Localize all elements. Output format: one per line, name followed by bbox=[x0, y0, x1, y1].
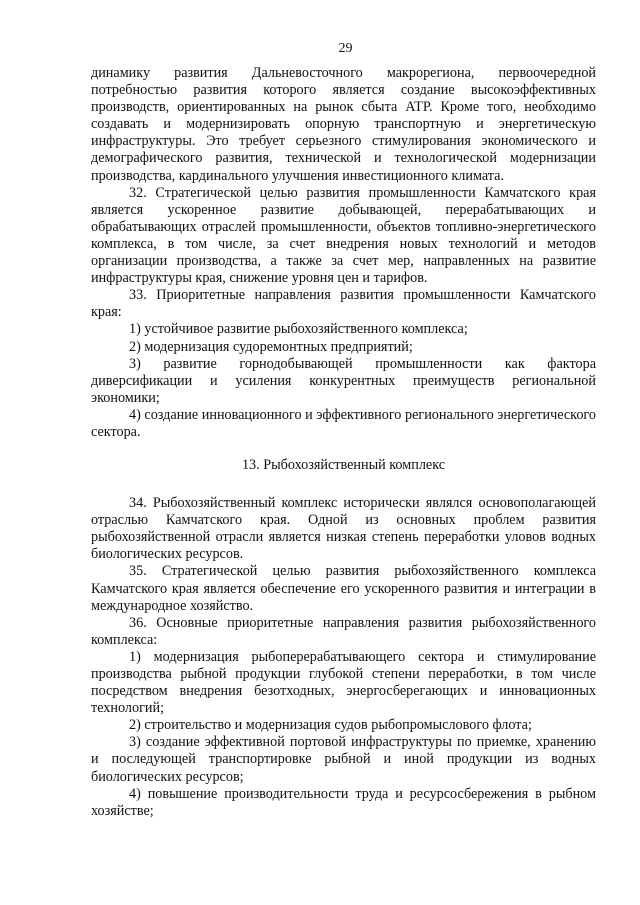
paragraph: 36. Основные приоритетные направления развития рыбохозяйственного комплекса: bbox=[91, 614, 596, 648]
list-item: 1) устойчивое развитие рыбохозяйственного комплекса; bbox=[129, 321, 468, 338]
list-item: 2) модернизация судоремонтных предприятий; bbox=[129, 338, 413, 355]
paragraph: 32. Стратегической целью развития промышленности Камчатского края является ускоренное развитие добывающей, перерабатывающих и обрабатывающих отраслей промышленности, объектов топливно-энергетического комплекса, в том числе, за счет внедрения новых технологий и методов организации производства, а также за счет мер, направленных на развитие инфраструктуры края, снижение уровня цен и тарифов. bbox=[91, 184, 596, 287]
list-item: 3) развитие горнодобывающей промышленности как фактора диверсификации и усиления конкурентных преимуществ региональной экономики; bbox=[91, 355, 596, 406]
list-item: 1) модернизация рыбоперерабатывающего сектора и стимулирование производства рыбной продукции глубокой степени переработки, в том числе посредством внедрения безотходных, энергосберегающих и инновационных технологий; bbox=[91, 648, 596, 717]
paragraph: 33. Приоритетные направления развития промышленности Камчатского края: bbox=[91, 287, 596, 321]
list-item: 4) повышение производительности труда и ресурсосбережения в рыбном хозяйстве; bbox=[91, 785, 596, 819]
section-heading: 13. Рыбохозяйственный комплекс bbox=[241, 457, 446, 474]
paragraph: 35. Стратегической целью развития рыбохозяйственного комплекса Камчатского края является обеспечение его ускоренного развития и интеграции в международное хозяйство. bbox=[91, 563, 596, 614]
paragraph: динамику развития Дальневосточного макрорегиона, первоочередной потребностью развития которого является создание высокоэффективных производств, ориентированных на рынок сбыта АТР. Кроме того, необходимо создавать и модернизировать опорную транспортную и энергетическую инфраструктуры. Это требует серьезного стимулирования экономического и демографического развития, технической и технологической модернизации производства, кардинального улучшения инвестиционного климата. bbox=[91, 65, 596, 184]
paragraph: 34. Рыбохозяйственный комплекс исторически являлся основополагающей отраслью Камчатского края. Одной из основных проблем развития рыбохозяйственной отрасли является низкая степень переработки уловов водных биологических ресурсов. bbox=[91, 495, 596, 563]
list-item: 2) строительство и модернизация судов рыбопромыслового флота; bbox=[129, 717, 532, 734]
list-item: 4) создание инновационного и эффективного регионального энергетического сектора. bbox=[91, 406, 596, 440]
page-number: 29 bbox=[338, 41, 353, 56]
list-item: 3) создание эффективной портовой инфраструктуры по приемке, хранению и последующей транспортировке рыбной и иной продукции из водных биологических ресурсов; bbox=[91, 734, 596, 785]
